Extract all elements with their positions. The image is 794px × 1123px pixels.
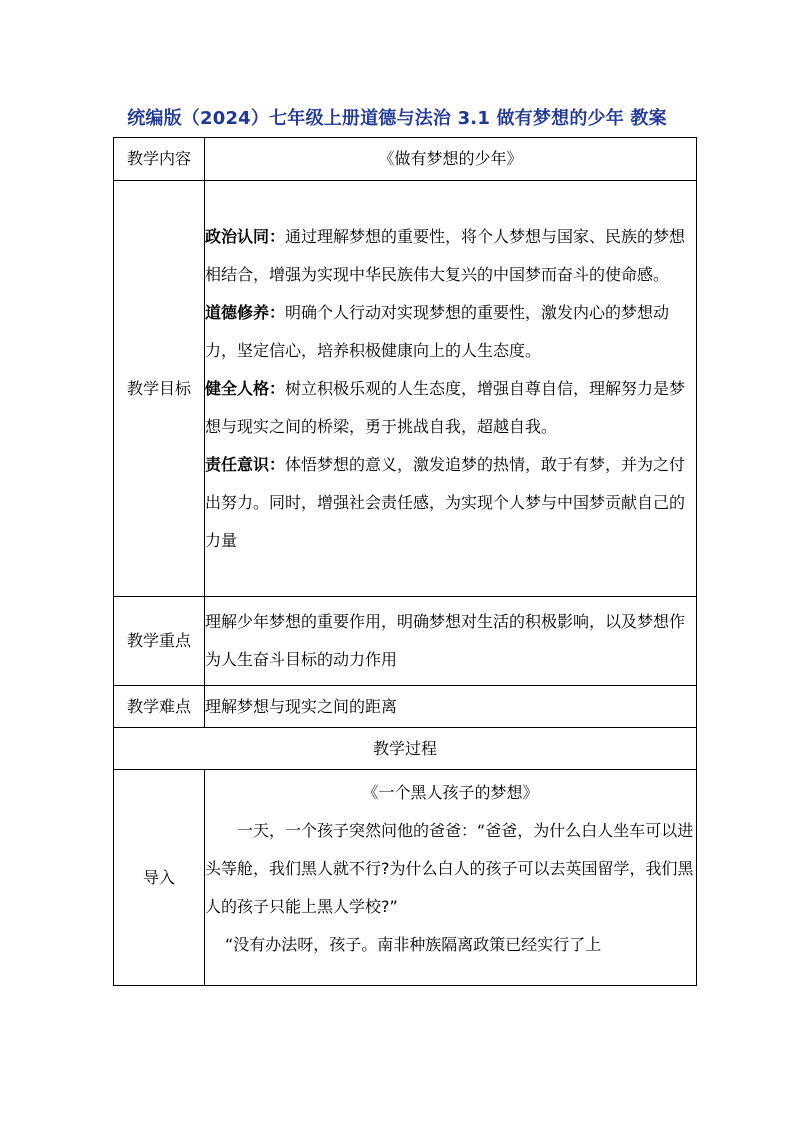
- objective-text: 明确个人行动对实现梦想的重要性，激发内心的梦想动力，坚定信心，培养积极健康向上的人生态度。: [205, 302, 670, 360]
- story-paragraph: 一天，一个孩子突然问他的爸爸：“爸爸，为什么白人坐车可以进头等舱，我们黑人就不行?为什么白人的孩子可以去英国留学，我们黑人的孩子只能上黑人学校?”: [205, 821, 694, 916]
- value-key-points: 理解少年梦想的重要作用，明确梦想对生活的积极影响，以及梦想作为人生奋斗目标的动力作用: [205, 597, 697, 686]
- objective-text: 通过理解梦想的重要性，将个人梦想与国家、民族的梦想相结合，增强为实现中华民族伟大复兴的中国梦而奋斗的使命感。: [205, 226, 686, 284]
- row-intro: [114, 770, 697, 986]
- row-difficulties: [114, 686, 697, 728]
- label-key-points: 教学重点: [114, 597, 205, 686]
- objective-responsibility: [205, 446, 696, 560]
- document-title: 统编版（2024）七年级上册道德与法治 3.1 做有梦想的少年 教案: [127, 108, 667, 129]
- value-difficulties: 理解梦想与现实之间的距离: [205, 686, 697, 728]
- objective-head: 责任意识：: [205, 454, 286, 474]
- objective-head: 道德修养：: [205, 302, 286, 322]
- value-teaching-content: 《做有梦想的少年》: [205, 138, 697, 181]
- objective-head: 政治认同：: [205, 226, 286, 246]
- value-teaching-objectives: [205, 181, 697, 597]
- objective-political: [205, 218, 696, 294]
- objective-moral: [205, 294, 696, 370]
- objective-head: 健全人格：: [205, 378, 286, 398]
- lesson-plan-table: [113, 137, 697, 986]
- objective-personality: [205, 370, 696, 446]
- objective-text: 树立积极乐观的人生态度，增强自尊自信，理解努力是梦想与现实之间的桥梁，勇于挑战自我，超越自我。: [205, 378, 686, 436]
- objective-text: 体悟梦想的意义，激发追梦的热情，敢于有梦，并为之付出努力。同时，增强社会责任感，为实现个人梦与中国梦贡献自己的力量: [205, 454, 686, 550]
- label-intro: 导入: [114, 770, 205, 986]
- label-difficulties: 教学难点: [114, 686, 205, 728]
- story-paragraph: “没有办法呀，孩子。南非种族隔离政策已经实行了上: [225, 935, 602, 954]
- label-teaching-content: 教学内容: [114, 138, 205, 181]
- story-title: 《一个黑人孩子的梦想》: [362, 783, 539, 802]
- row-teaching-process: [114, 728, 697, 770]
- row-teaching-content: [114, 138, 697, 181]
- label-teaching-objectives: 教学目标: [114, 181, 205, 597]
- row-teaching-objectives: [114, 181, 697, 597]
- teaching-process-heading: 教学过程: [114, 728, 697, 770]
- value-intro: [205, 770, 697, 986]
- row-key-points: [114, 597, 697, 686]
